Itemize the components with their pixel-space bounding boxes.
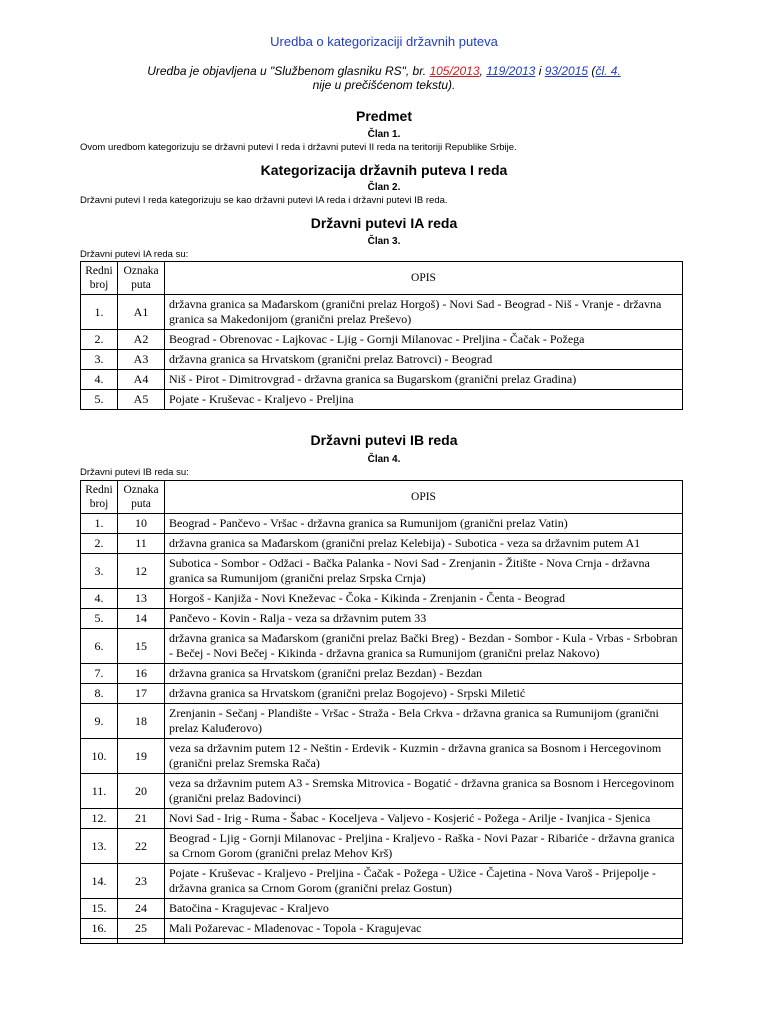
row-number: 9. xyxy=(81,704,118,739)
row-number: 16. xyxy=(81,919,118,939)
gazette-link-93-2015[interactable]: 93/2015 xyxy=(544,64,589,78)
table-row xyxy=(81,295,683,330)
road-code: A3 xyxy=(118,350,165,370)
road-code: 24 xyxy=(118,899,165,919)
road-code: 15 xyxy=(118,629,165,664)
table-row xyxy=(81,350,683,370)
road-description: Beograd - Pančevo - Vršac - državna granica sa Rumunijom (granični prelaz Vatin) xyxy=(165,514,683,534)
road-description: državna granica sa Hrvatskom (granični prelaz Bogojevo) - Srpski Miletić xyxy=(165,684,683,704)
row-number: 5. xyxy=(81,609,118,629)
road-description: Horgoš - Kanjiža - Novi Kneževac - Čoka - Kikinda - Zrenjanin - Čenta - Beograd xyxy=(165,589,683,609)
row-number: 5. xyxy=(81,390,118,410)
heading-ib: Državni putevi IB reda xyxy=(310,432,458,448)
road-code: 10 xyxy=(118,514,165,534)
road-description: državna granica sa Mađarskom (granični prelaz Bački Breg) - Bezdan - Sombor - Kula - Vrbas - Srbobran - Bečej - Novi Bečej - Kikinda - državna granica sa Rumunijom (granični prelaz Nakovo) xyxy=(165,629,683,664)
header-redni-broj: Redni broj xyxy=(81,262,118,295)
road-description: Mali Požarevac - Mladenovac - Topola - Kragujevac xyxy=(165,919,683,939)
road-code: A4 xyxy=(118,370,165,390)
table-row xyxy=(81,664,683,684)
article-4-link[interactable]: čl. 4. xyxy=(595,64,621,78)
road-description: Pojate - Kruševac - Kraljevo - Preljina - Čačak - Požega - Užice - Čajetina - Nova Varoš - Prijepolje - državna granica sa Crnom Gorom (granični prelaz Gostun) xyxy=(165,864,683,899)
row-number: 12. xyxy=(81,809,118,829)
table-row xyxy=(81,390,683,410)
road-code: A2 xyxy=(118,330,165,350)
road-description: Novi Sad - Irig - Ruma - Šabac - Koceljeva - Valjevo - Kosjerić - Požega - Arilje - Ivanjica - Sjenica xyxy=(165,809,683,829)
row-number: 15. xyxy=(81,899,118,919)
road-code: 14 xyxy=(118,609,165,629)
publication-line-2: nije u prečišćenom tekstu). xyxy=(312,78,456,92)
separator: , xyxy=(479,64,487,78)
row-number: 1. xyxy=(81,514,118,534)
row-number: 3. xyxy=(81,554,118,589)
clan-1: Član 1. xyxy=(367,129,401,140)
header-oznaka-puta: Oznaka puta xyxy=(118,481,165,514)
ib-table-header xyxy=(81,481,683,514)
table-row xyxy=(81,829,683,864)
row-number: 4. xyxy=(81,370,118,390)
clan-2-text: Državni putevi I reda kategorizuju se kao državni putevi IA reda i državni putevi IB reda. xyxy=(80,195,448,206)
table-row xyxy=(81,864,683,899)
row-number: 7. xyxy=(81,664,118,684)
publication-note xyxy=(0,64,768,92)
road-code: 12 xyxy=(118,554,165,589)
road-description: državna granica sa Mađarskom (granični prelaz Horgoš) - Novi Sad - Beograd - Niš - Vranje - državna granica sa Makedonijom (granični prelaz Preševo) xyxy=(165,295,683,330)
road-code: 23 xyxy=(118,864,165,899)
road-description: veza sa državnim putem 12 - Neštin - Erdevik - Kuzmin - državna granica sa Bosnom i Hercegovinom (granični prelaz Sremska Rača) xyxy=(165,739,683,774)
table-row xyxy=(81,774,683,809)
clan-4: Član 4. xyxy=(367,454,401,465)
road-code: 21 xyxy=(118,809,165,829)
header-opis: OPIS xyxy=(165,481,683,514)
ib-intro: Državni putevi IB reda su: xyxy=(80,467,189,478)
table-row xyxy=(81,534,683,554)
road-code: 19 xyxy=(118,739,165,774)
row-number: 13. xyxy=(81,829,118,864)
publication-prefix: Uredba je objavljena u "Službenom glasniku RS", br. xyxy=(147,64,430,78)
table-row xyxy=(81,704,683,739)
table-row xyxy=(81,919,683,939)
separator: i xyxy=(535,64,545,78)
table-row xyxy=(81,629,683,664)
clan-1-text: Ovom uredbom kategorizuju se državni putevi I reda i državni putevi II reda na teritoriji Republike Srbije. xyxy=(80,142,517,153)
road-description xyxy=(165,939,683,944)
table-row xyxy=(81,609,683,629)
ia-table xyxy=(80,261,683,410)
road-code: 20 xyxy=(118,774,165,809)
road-code: 25 xyxy=(118,919,165,939)
row-number: 8. xyxy=(81,684,118,704)
heading-predmet: Predmet xyxy=(355,108,413,124)
row-number xyxy=(81,939,118,944)
document-title: Uredba o kategorizaciji državnih puteva xyxy=(270,34,498,49)
heading-ia: Državni putevi IA reda xyxy=(310,215,458,231)
table-row xyxy=(81,514,683,534)
table-row xyxy=(81,370,683,390)
road-code: A5 xyxy=(118,390,165,410)
road-description: državna granica sa Mađarskom (granični prelaz Kelebija) - Subotica - veza sa državnim putem A1 xyxy=(165,534,683,554)
header-opis: OPIS xyxy=(165,262,683,295)
row-number: 2. xyxy=(81,330,118,350)
header-oznaka-puta: Oznaka puta xyxy=(118,262,165,295)
road-description: veza sa državnim putem A3 - Sremska Mitrovica - Bogatić - državna granica sa Bosnom i Hercegovinom (granični prelaz Badovinci) xyxy=(165,774,683,809)
gazette-link-119-2013[interactable]: 119/2013 xyxy=(486,64,536,78)
clan-3: Član 3. xyxy=(367,236,401,247)
road-description: Beograd - Obrenovac - Lajkovac - Ljig - Gornji Milanovac - Preljina - Čačak - Požega xyxy=(165,330,683,350)
row-number: 10. xyxy=(81,739,118,774)
table-row xyxy=(81,899,683,919)
road-code: 13 xyxy=(118,589,165,609)
road-description: državna granica sa Hrvatskom (granični prelaz Batrovci) - Beograd xyxy=(165,350,683,370)
table-row xyxy=(81,589,683,609)
road-description: Subotica - Sombor - Odžaci - Bačka Palanka - Novi Sad - Zrenjanin - Žitište - Nova Crnja - državna granica sa Rumunijom (granični prelaz Srpska Crnja) xyxy=(165,554,683,589)
row-number: 3. xyxy=(81,350,118,370)
ia-intro: Državni putevi IA reda su: xyxy=(80,249,189,260)
road-description: Niš - Pirot - Dimitrovgrad - državna granica sa Bugarskom (granični prelaz Gradina) xyxy=(165,370,683,390)
road-code: A1 xyxy=(118,295,165,330)
table-row xyxy=(81,554,683,589)
road-code xyxy=(118,939,165,944)
header-redni-broj: Redni broj xyxy=(81,481,118,514)
row-number: 2. xyxy=(81,534,118,554)
publication-line-1 xyxy=(0,64,768,78)
road-description: Zrenjanin - Sečanj - Plandište - Vršac - Straža - Bela Crkva - državna granica sa Rumunijom (granični prelaz Kaluđerovo) xyxy=(165,704,683,739)
road-description: Pančevo - Kovin - Ralja - veza sa državnim putem 33 xyxy=(165,609,683,629)
road-code: 16 xyxy=(118,664,165,684)
row-number: 11. xyxy=(81,774,118,809)
table-row xyxy=(81,684,683,704)
road-code: 22 xyxy=(118,829,165,864)
road-code: 17 xyxy=(118,684,165,704)
row-number: 14. xyxy=(81,864,118,899)
table-row xyxy=(81,739,683,774)
road-code: 11 xyxy=(118,534,165,554)
road-description: Pojate - Kruševac - Kraljevo - Preljina xyxy=(165,390,683,410)
table-row xyxy=(81,809,683,829)
road-code: 18 xyxy=(118,704,165,739)
table-row xyxy=(81,330,683,350)
clan-2: Član 2. xyxy=(367,182,401,193)
row-number: 6. xyxy=(81,629,118,664)
row-number: 1. xyxy=(81,295,118,330)
road-description: državna granica sa Hrvatskom (granični prelaz Bezdan) - Bezdan xyxy=(165,664,683,684)
row-number: 4. xyxy=(81,589,118,609)
separator: ( xyxy=(588,64,596,78)
table-row xyxy=(81,939,683,944)
gazette-link-105-2013[interactable]: 105/2013 xyxy=(429,64,480,78)
road-description: Batočina - Kragujevac - Kraljevo xyxy=(165,899,683,919)
ib-table xyxy=(80,480,683,944)
ia-table-header xyxy=(81,262,683,295)
heading-kategorizacija: Kategorizacija državnih puteva I reda xyxy=(260,162,508,178)
road-description: Beograd - Ljig - Gornji Milanovac - Preljina - Kraljevo - Raška - Novi Pazar - Ribariće - državna granica sa Crnom Gorom (granični prelaz Mehov Krš) xyxy=(165,829,683,864)
